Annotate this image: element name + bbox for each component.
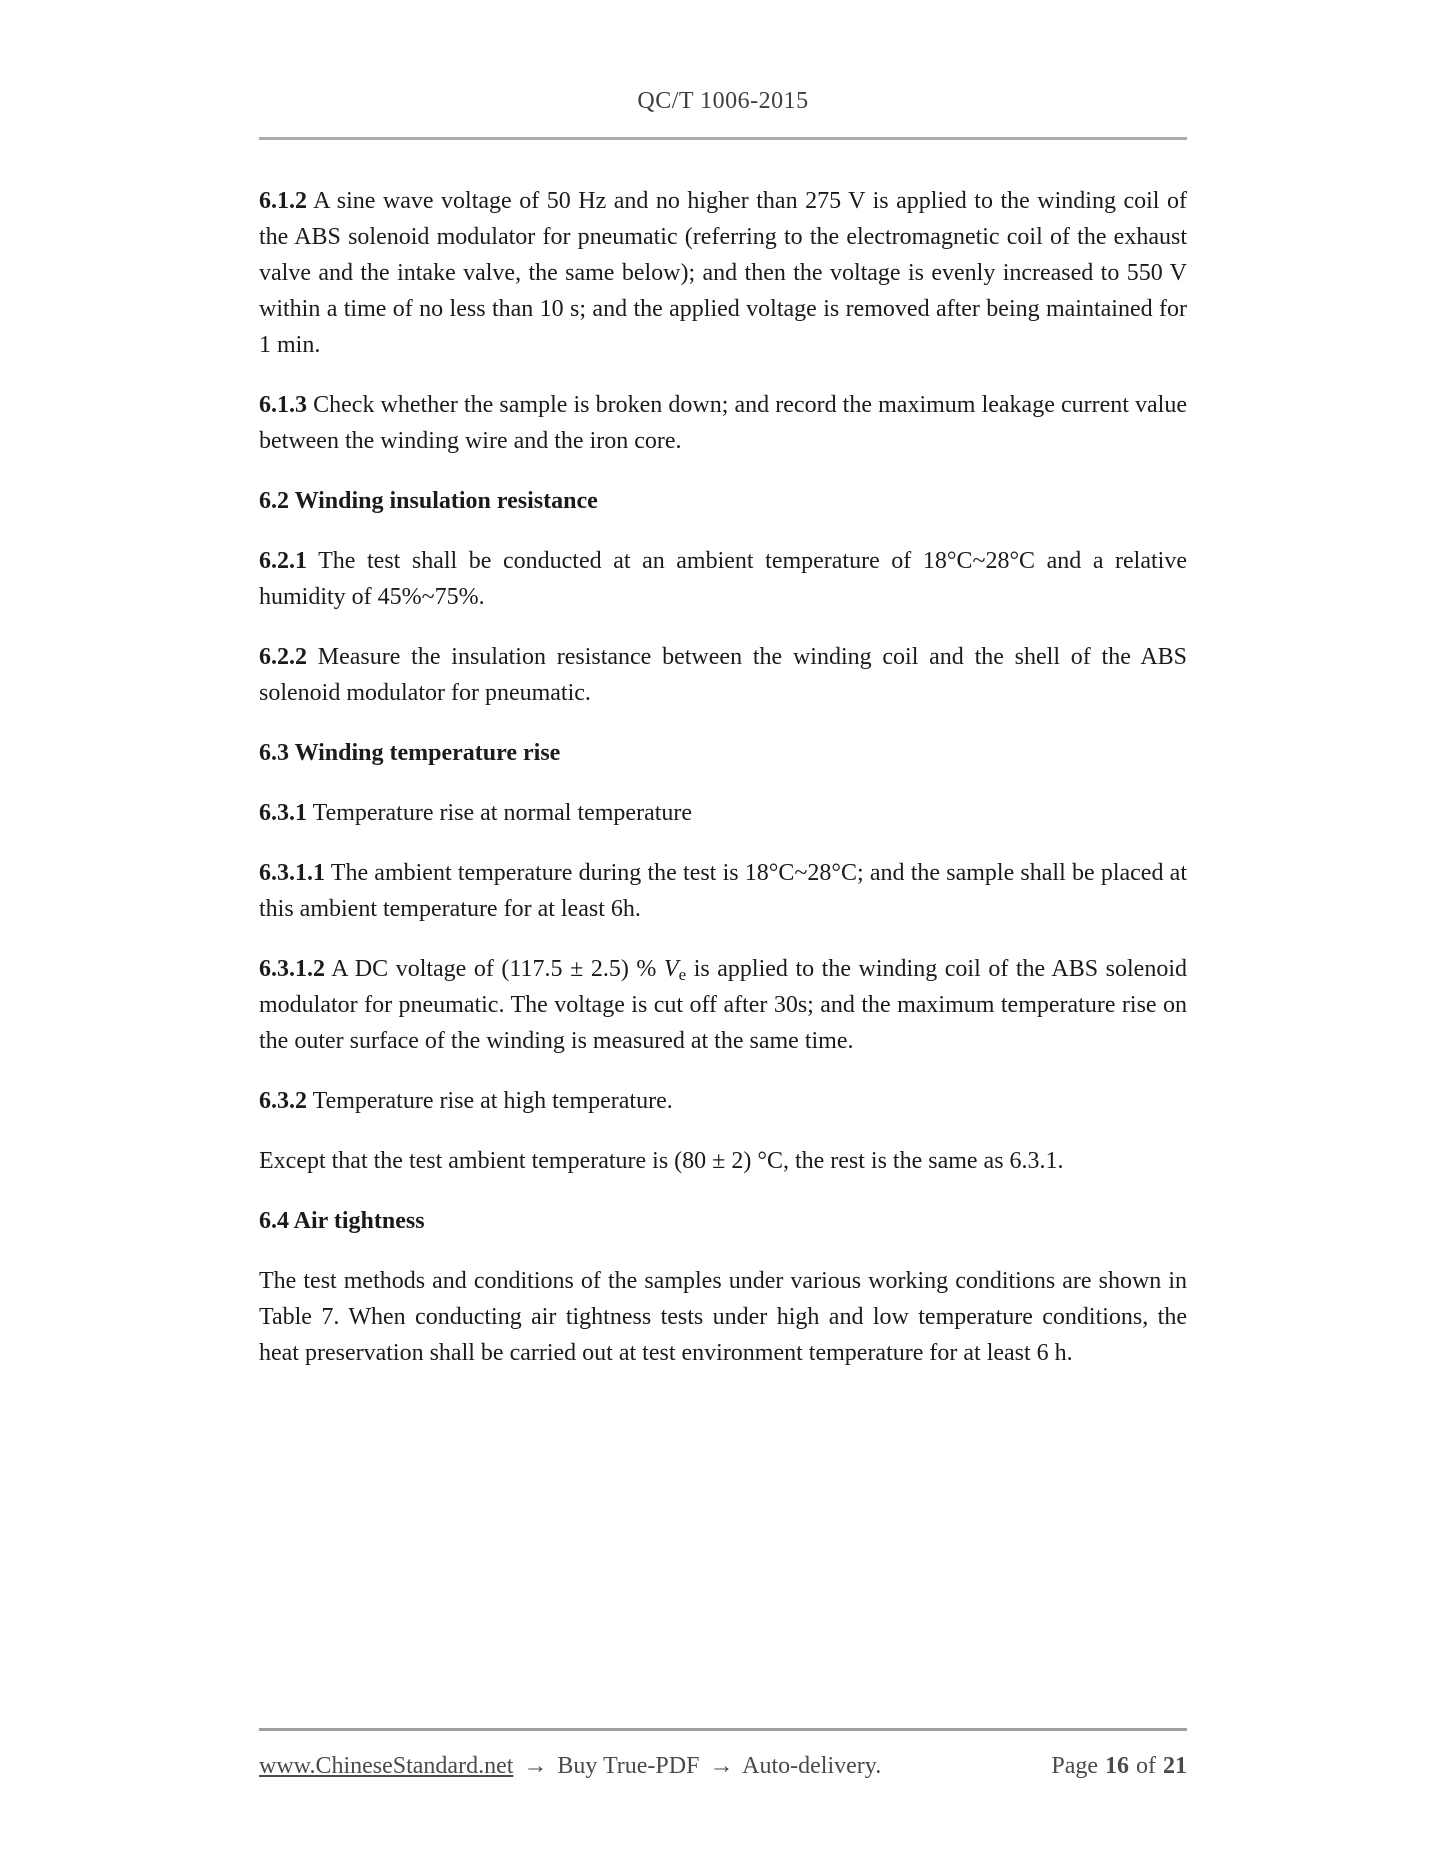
section-heading-6-3: 6.3 Winding temperature rise (259, 740, 561, 766)
section-heading-6-4: 6.4 Air tightness (259, 1208, 425, 1234)
arrow-icon: → (709, 1753, 734, 1779)
of-label: of (1136, 1753, 1156, 1779)
header-divider (259, 137, 1187, 140)
clause-text: Temperature rise at high temperature. (312, 1088, 673, 1114)
clause-6-1-3 (259, 387, 1187, 459)
clause-number: 6.3.1.2 (259, 956, 325, 982)
clause-number: 6.1.3 (259, 392, 307, 418)
clause-number: 6.3.1.1 (259, 860, 325, 886)
footer-divider (259, 1728, 1187, 1731)
website-link[interactable]: www.ChineseStandard.net (259, 1753, 514, 1779)
clause-text: A DC voltage of (117.5 ± 2.5) % (331, 956, 664, 982)
clause-number: 6.3.1 (259, 800, 307, 826)
clause-text: The ambient temperature during the test is 18°C~28°C; and the sample shall be placed at this ambient temperature for at least 6h. (259, 860, 1187, 922)
footer-delivery-text: Auto-delivery. (742, 1753, 882, 1779)
clause-number: 6.3.2 (259, 1088, 307, 1114)
clause-text: is applied to the winding coil of the ABS solenoid modulator for pneumatic. The voltage is cut off after 30s; and the maximum temperature rise on the outer surface of the winding is measured at the same time. (259, 956, 1187, 1054)
clause-number: 6.2.1 (259, 548, 307, 574)
section-heading-6-2: 6.2 Winding insulation resistance (259, 488, 598, 514)
page-footer (259, 1750, 1187, 1782)
arrow-icon: → (523, 1753, 548, 1779)
page-label: Page (1051, 1753, 1098, 1779)
paragraph-air-tightness: The test methods and conditions of the samples under various working conditions are shown in Table 7. When conducting air tightness tests under high and low temperature conditions, the heat preservation shall be carried out at test environment temperature for at least 6 h. (259, 1268, 1187, 1366)
clause-6-1-2 (259, 183, 1187, 363)
paragraph-exception-note: Except that the test ambient temperature is (80 ± 2) °C, the rest is the same as 6.3.1. (259, 1148, 1064, 1174)
clause-number: 6.2.2 (259, 644, 307, 670)
standard-number-header: QC/T 1006-2015 (637, 88, 809, 114)
clause-text: Measure the insulation resistance between the winding coil and the shell of the ABS solenoid modulator for pneumatic. (259, 644, 1188, 706)
clause-6-2-1 (259, 543, 1187, 615)
current-page-number: 16 (1105, 1753, 1129, 1779)
voltage-variable: V (663, 956, 679, 982)
page-indicator (1051, 1750, 1187, 1782)
clause-6-3-2 (259, 1083, 1187, 1119)
clause-text: Temperature rise at normal temperature (312, 800, 693, 826)
clause-6-3-1-2 (259, 951, 1187, 1059)
clause-text: Check whether the sample is broken down; and record the maximum leakage current value between the winding wire and the iron core. (259, 392, 1188, 454)
clause-6-2-2 (259, 639, 1187, 711)
document-body (259, 183, 1187, 1395)
footer-source-line (259, 1750, 881, 1782)
footer-buy-text: Buy True-PDF (557, 1753, 700, 1779)
clause-6-3-1 (259, 795, 1187, 831)
total-page-number: 21 (1163, 1753, 1187, 1779)
clause-number: 6.1.2 (259, 188, 307, 214)
clause-text: A sine wave voltage of 50 Hz and no higher than 275 V is applied to the winding coil of the ABS solenoid modulator for pneumatic (referring to the electromagnetic coil of the exhaust valve and the intake valve, the same below); and then the voltage is evenly increased to 550 V within a time of no less than 10 s; and the applied voltage is removed after being maintained for 1 min. (259, 188, 1187, 358)
voltage-variable-subscript: e (678, 965, 687, 984)
clause-text: The test shall be conducted at an ambient temperature of 18°C~28°C and a relative humidity of 45%~75%. (259, 548, 1187, 610)
clause-6-3-1-1 (259, 855, 1187, 927)
